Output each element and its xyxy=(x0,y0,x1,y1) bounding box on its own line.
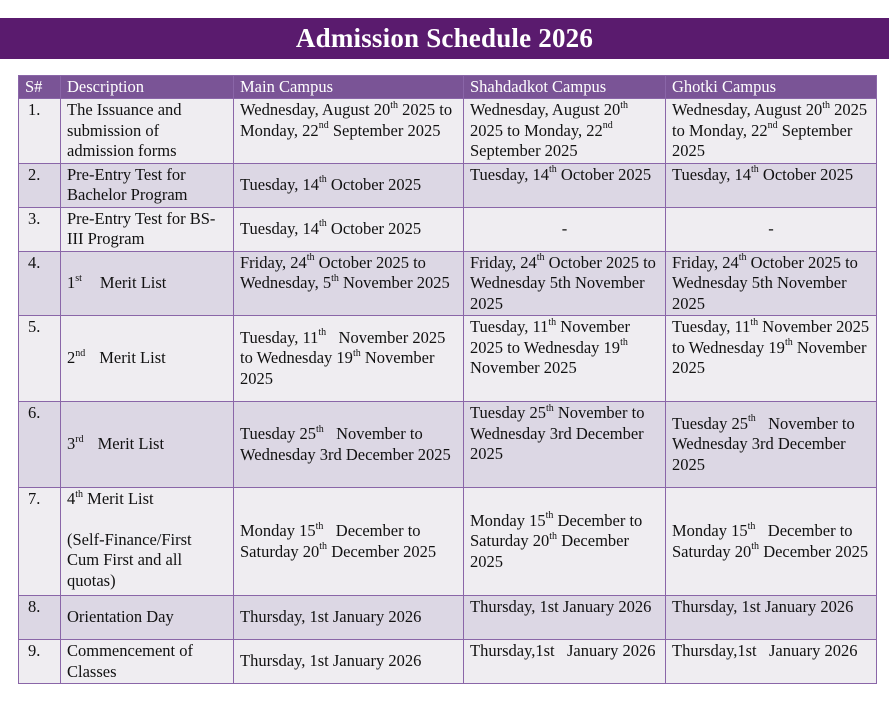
header-shahdadkot-campus: Shahdadkot Campus xyxy=(464,76,666,99)
table-row xyxy=(19,163,877,207)
row-ghotki-campus: Thursday, 1st January 2026 xyxy=(666,596,877,640)
row-sn: 8. xyxy=(19,596,61,640)
row-main-campus: Tuesday, 14th October 2025 xyxy=(234,163,464,207)
row-main-campus: Friday, 24th October 2025 to Wednesday, 5th November 2025 xyxy=(234,251,464,316)
table-row xyxy=(19,488,877,596)
header-sn: S# xyxy=(19,76,61,99)
table-row xyxy=(19,402,877,488)
row-description: 1st Merit List xyxy=(61,251,234,316)
row-ghotki-campus: - xyxy=(666,207,877,251)
table-row xyxy=(19,316,877,402)
admission-schedule-table xyxy=(18,75,877,684)
row-ghotki-campus: Wednesday, August 20th 2025 to Monday, 22nd September 2025 xyxy=(666,99,877,164)
row-description: Pre-Entry Test for Bachelor Program xyxy=(61,163,234,207)
row-sn: 5. xyxy=(19,316,61,402)
row-ghotki-campus: Tuesday, 14th October 2025 xyxy=(666,163,877,207)
row-description: Orientation Day xyxy=(61,596,234,640)
row-description: The Issuance and submission of admission forms xyxy=(61,99,234,164)
row-ghotki-campus: Monday 15th December to Saturday 20th December 2025 xyxy=(666,488,877,596)
row-main-campus: Thursday, 1st January 2026 xyxy=(234,596,464,640)
row-main-campus: Tuesday, 11th November 2025 to Wednesday 19th November 2025 xyxy=(234,316,464,402)
row-description: 2nd Merit List xyxy=(61,316,234,402)
table-header-row xyxy=(19,76,877,99)
header-main-campus: Main Campus xyxy=(234,76,464,99)
row-main-campus: Wednesday, August 20th 2025 to Monday, 22nd September 2025 xyxy=(234,99,464,164)
row-sn: 3. xyxy=(19,207,61,251)
row-ghotki-campus: Thursday,1st January 2026 xyxy=(666,640,877,684)
page-title: Admission Schedule 2026 xyxy=(0,18,889,59)
row-description: 4th Merit List (Self-Finance/First Cum First and all quotas) xyxy=(61,488,234,596)
row-shahdadkot-campus: Tuesday, 11th November 2025 to Wednesday 19th November 2025 xyxy=(464,316,666,402)
row-main-campus: Tuesday, 14th October 2025 xyxy=(234,207,464,251)
row-description: Commencement of Classes xyxy=(61,640,234,684)
row-shahdadkot-campus: Tuesday 25th November to Wednesday 3rd December 2025 xyxy=(464,402,666,488)
row-sn: 7. xyxy=(19,488,61,596)
row-ghotki-campus: Tuesday 25th November to Wednesday 3rd December 2025 xyxy=(666,402,877,488)
row-shahdadkot-campus: Thursday, 1st January 2026 xyxy=(464,596,666,640)
header-description: Description xyxy=(61,76,234,99)
row-sn: 1. xyxy=(19,99,61,164)
table-row xyxy=(19,207,877,251)
row-sn: 6. xyxy=(19,402,61,488)
row-description: Pre-Entry Test for BS-III Program xyxy=(61,207,234,251)
row-shahdadkot-campus: Friday, 24th October 2025 to Wednesday 5th November 2025 xyxy=(464,251,666,316)
header-ghotki-campus: Ghotki Campus xyxy=(666,76,877,99)
row-main-campus: Tuesday 25th November to Wednesday 3rd December 2025 xyxy=(234,402,464,488)
row-shahdadkot-campus: Thursday,1st January 2026 xyxy=(464,640,666,684)
row-sn: 4. xyxy=(19,251,61,316)
row-shahdadkot-campus: Tuesday, 14th October 2025 xyxy=(464,163,666,207)
row-sn: 2. xyxy=(19,163,61,207)
row-shahdadkot-campus: Monday 15th December to Saturday 20th December 2025 xyxy=(464,488,666,596)
table-row xyxy=(19,640,877,684)
table-row xyxy=(19,99,877,164)
row-shahdadkot-campus: - xyxy=(464,207,666,251)
table-row xyxy=(19,251,877,316)
row-ghotki-campus: Friday, 24th October 2025 to Wednesday 5th November 2025 xyxy=(666,251,877,316)
row-main-campus: Monday 15th December to Saturday 20th December 2025 xyxy=(234,488,464,596)
row-sn: 9. xyxy=(19,640,61,684)
row-main-campus: Thursday, 1st January 2026 xyxy=(234,640,464,684)
row-ghotki-campus: Tuesday, 11th November 2025 to Wednesday 19th November 2025 xyxy=(666,316,877,402)
row-description: 3rd Merit List xyxy=(61,402,234,488)
row-shahdadkot-campus: Wednesday, August 20th 2025 to Monday, 22nd September 2025 xyxy=(464,99,666,164)
table-row xyxy=(19,596,877,640)
